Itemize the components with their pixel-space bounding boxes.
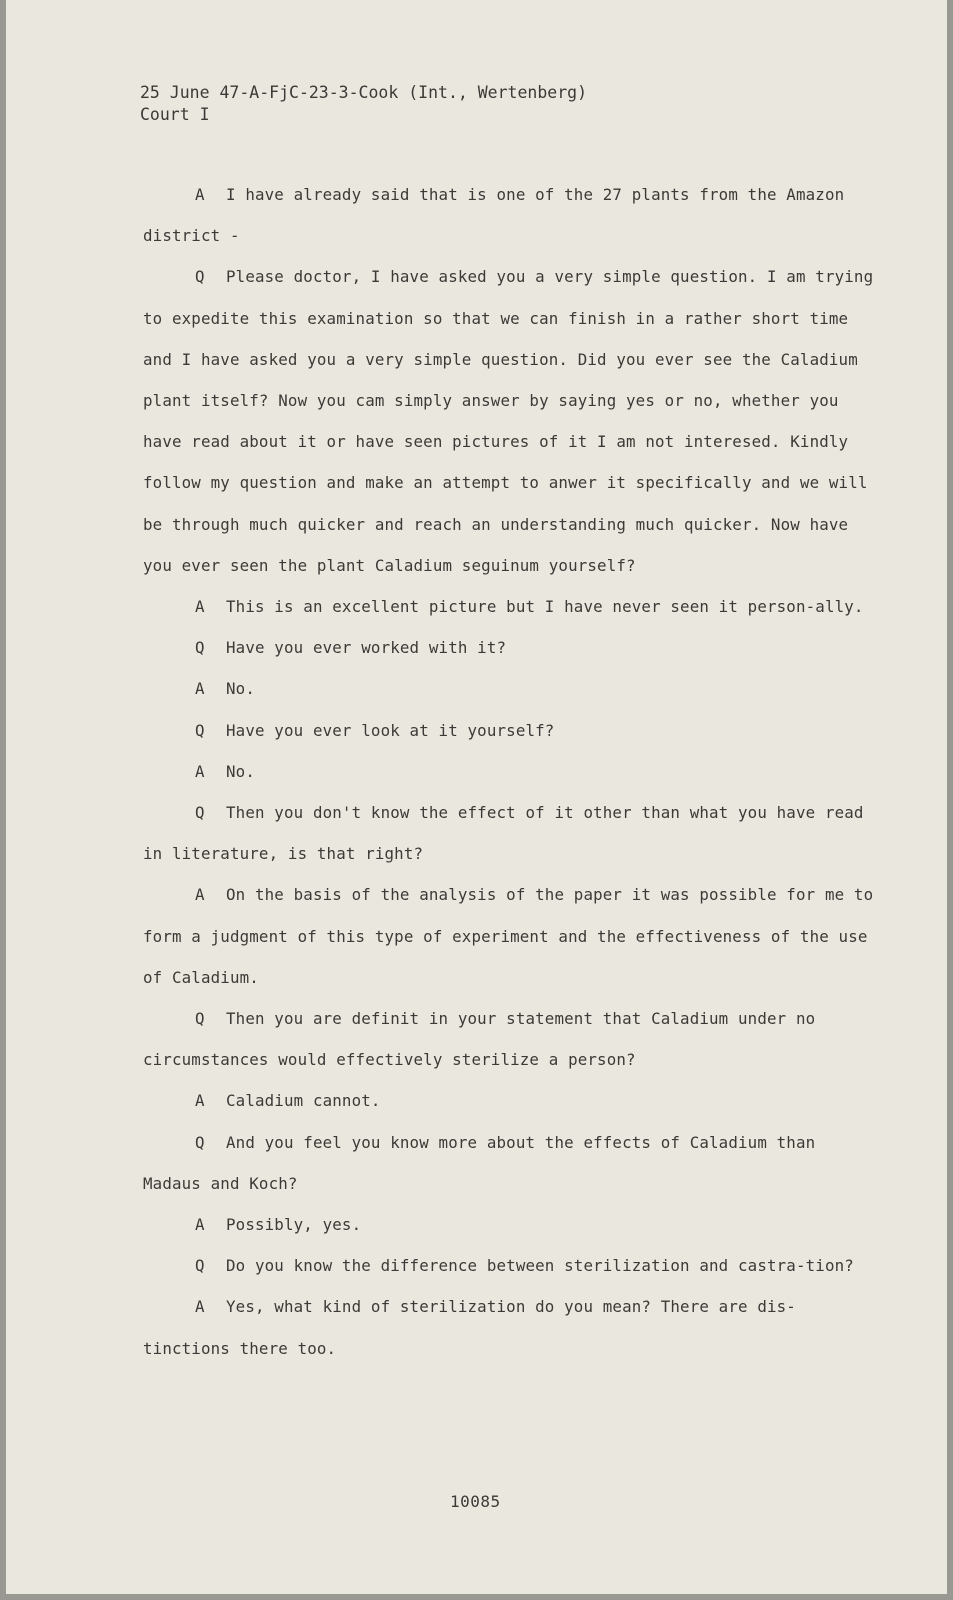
speaker-label: Q bbox=[195, 803, 205, 823]
paragraph-text: Have you ever worked with it? bbox=[226, 638, 507, 658]
speaker-label: A bbox=[195, 1091, 205, 1111]
transcript-paragraph bbox=[143, 1080, 878, 1121]
header-line-court: Court I bbox=[140, 105, 210, 124]
paragraph-text: Please doctor, I have asked you a very simple question. I am trying to expedite this examination so that we can finish in a rather short time and I have asked you a very simple question. Did you ever see the Caladium plant itself? Now you cam simply answer by saying yes or no, whether you have read about it or have seen pictures of it I am not interesed. Kindly follow my question and make an attempt to anwer it specifically and we will be through much quicker and reach an understanding much quicker. Now have you ever seen the plant Caladium seguinum yourself? bbox=[143, 267, 874, 575]
speaker-label: A bbox=[195, 1297, 205, 1317]
paragraph-text: On the basis of the analysis of the paper it was possible for me to form a judgment of this type of experiment and the effectiveness of the use of Caladium. bbox=[143, 885, 874, 987]
transcript-paragraph bbox=[143, 874, 878, 998]
speaker-label: A bbox=[195, 679, 205, 699]
paragraph-text: No. bbox=[226, 761, 255, 781]
paragraph-text: Then you don't know the effect of it other than what you have read in literature, is that right? bbox=[143, 803, 864, 864]
transcript-paragraph bbox=[143, 1204, 878, 1245]
transcript-paragraph bbox=[143, 668, 878, 709]
paragraph-text: Then you are definit in your statement that Caladium under no circumstances would effectively sterilize a person? bbox=[143, 1009, 816, 1070]
transcript-paragraph bbox=[143, 792, 878, 874]
paragraph-text: Have you ever look at it yourself? bbox=[226, 720, 555, 740]
left-scan-edge bbox=[0, 0, 6, 1600]
paragraph-text: Possibly, yes. bbox=[226, 1215, 362, 1235]
transcript-paragraph bbox=[143, 627, 878, 668]
transcript-body bbox=[143, 174, 878, 1369]
speaker-label: Q bbox=[195, 1009, 205, 1029]
speaker-label: Q bbox=[195, 1256, 205, 1276]
document-header bbox=[140, 82, 587, 126]
speaker-label: A bbox=[195, 885, 205, 905]
transcript-paragraph bbox=[143, 710, 878, 751]
page-number: 10085 bbox=[450, 1492, 501, 1511]
speaker-label: Q bbox=[195, 267, 205, 287]
transcript-paragraph bbox=[143, 1122, 878, 1204]
right-scan-edge bbox=[947, 0, 953, 1600]
paragraph-text: Yes, what kind of sterilization do you mean? There are dis-tinctions there too. bbox=[143, 1297, 796, 1358]
speaker-label: A bbox=[195, 597, 205, 617]
paragraph-text: Caladium cannot. bbox=[226, 1091, 381, 1111]
paragraph-text: No. bbox=[226, 679, 255, 699]
speaker-label: Q bbox=[195, 720, 205, 740]
transcript-paragraph bbox=[143, 998, 878, 1080]
paragraph-text: Do you know the difference between sterilization and castra-tion? bbox=[226, 1256, 854, 1276]
speaker-label: Q bbox=[195, 638, 205, 658]
paragraph-text: And you feel you know more about the effects of Caladium than Madaus and Koch? bbox=[143, 1132, 816, 1193]
transcript-paragraph bbox=[143, 174, 878, 256]
speaker-label: A bbox=[195, 761, 205, 781]
speaker-label: A bbox=[195, 1215, 205, 1235]
paragraph-text: This is an excellent picture but I have never seen it person-ally. bbox=[226, 597, 864, 617]
transcript-paragraph bbox=[143, 1286, 878, 1368]
bottom-scan-edge bbox=[0, 1594, 953, 1600]
paragraph-text: I have already said that is one of the 27 plants from the Amazon district - bbox=[143, 185, 845, 246]
header-line-session: 25 June 47-A-FjC-23-3-Cook (Int., Wertenberg) bbox=[140, 83, 588, 102]
transcript-paragraph bbox=[143, 1245, 878, 1286]
transcript-paragraph bbox=[143, 256, 878, 586]
transcript-paragraph bbox=[143, 751, 878, 792]
speaker-label: A bbox=[195, 185, 205, 204]
transcript-paragraph bbox=[143, 586, 878, 627]
speaker-label: Q bbox=[195, 1132, 205, 1152]
